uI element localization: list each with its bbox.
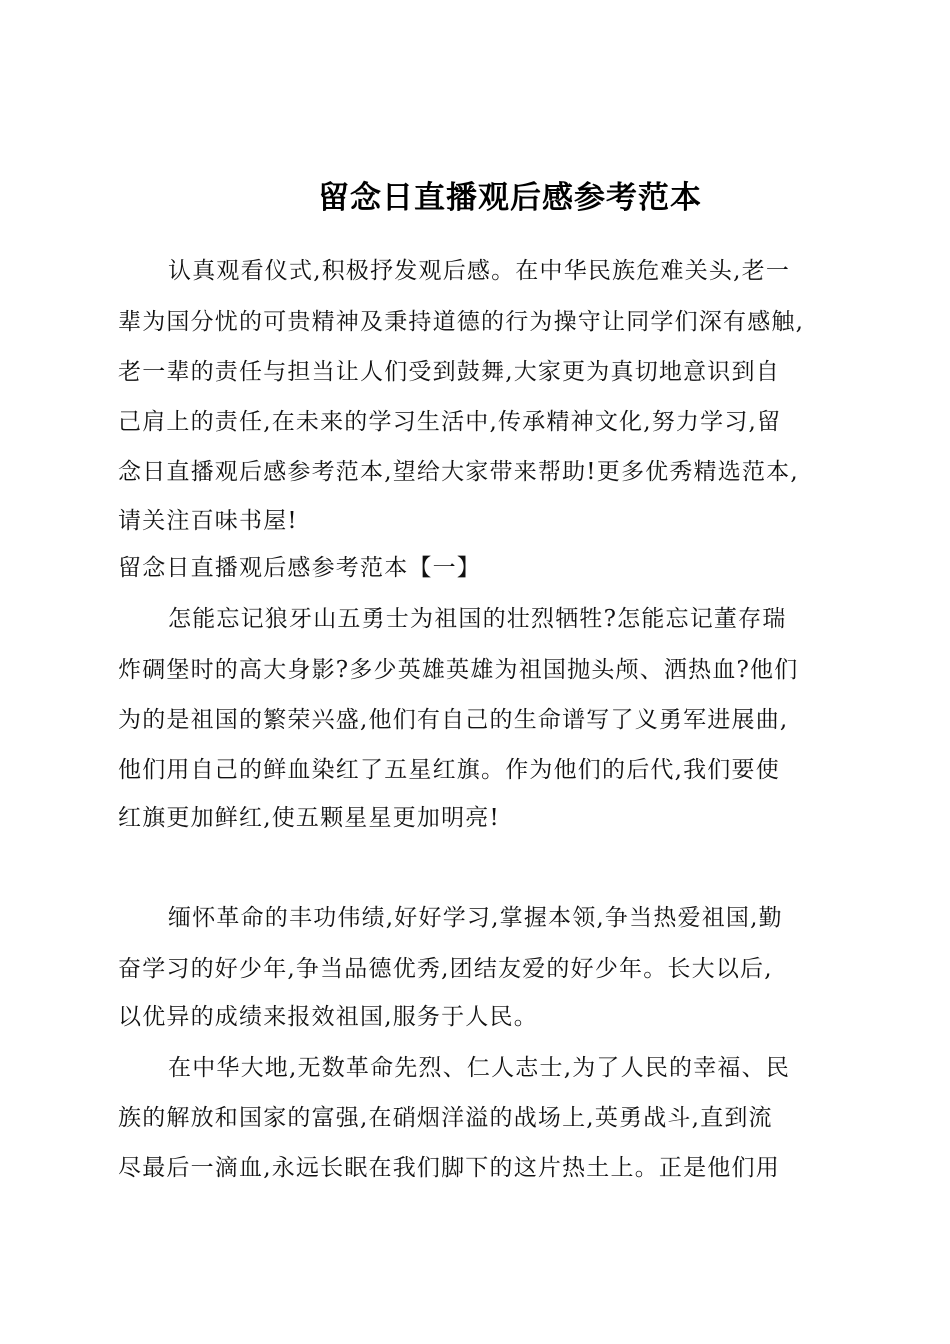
- text-line: 为的是祖国的繁荣兴盛,他们有自己的生命谱写了义勇军进展曲,: [118, 707, 789, 733]
- text-line: 辈为国分忧的可贵精神及秉持道德的行为操守让同学们深有感触,: [118, 309, 805, 335]
- text-line: 老一辈的责任与担当让人们受到鼓舞,大家更为真切地意识到自: [118, 359, 780, 385]
- text-line: 请关注百味书屋!: [118, 508, 298, 534]
- text-line: 念日直播观后感参考范本,望给大家带来帮助!更多优秀精选范本,: [118, 459, 799, 485]
- text-line: 认真观看仪式,积极抒发观后感。在中华民族危难关头,老一: [168, 258, 791, 284]
- text-line: 他们用自己的鲜血染红了五星红旗。作为他们的后代,我们要使: [118, 757, 780, 783]
- text-line: 炸碉堡时的高大身影?多少英雄英雄为祖国抛头颅、洒热血?他们: [118, 657, 799, 683]
- text-line: 怎能忘记狼牙山五勇士为祖国的壮烈牺牲?怎能忘记董存瑞: [168, 606, 787, 632]
- text-line: 奋学习的好少年,争当品德优秀,团结友爱的好少年。长大以后,: [118, 956, 773, 982]
- text-line: 尽最后一滴血,永远长眠在我们脚下的这片热土上。正是他们用: [118, 1155, 780, 1181]
- text-line: 以优异的成绩来报效祖国,服务于人民。: [118, 1004, 538, 1030]
- page-title: 留念日直播观后感参考范本: [318, 180, 702, 216]
- text-line: 缅怀革命的丰功伟绩,好好学习,掌握本领,争当热爱祖国,勤: [168, 905, 783, 931]
- text-line: 己肩上的责任,在未来的学习生活中,传承精神文化,努力学习,留: [118, 409, 782, 435]
- text-line: 族的解放和国家的富强,在硝烟洋溢的战场上,英勇战斗,直到流: [118, 1105, 773, 1131]
- section-heading: 留念日直播观后感参考范本【一】: [118, 555, 481, 581]
- text-line: 在中华大地,无数革命先烈、仁人志士,为了人民的幸福、民: [168, 1055, 791, 1081]
- text-line: 红旗更加鲜红,使五颗星星更加明亮!: [118, 805, 500, 831]
